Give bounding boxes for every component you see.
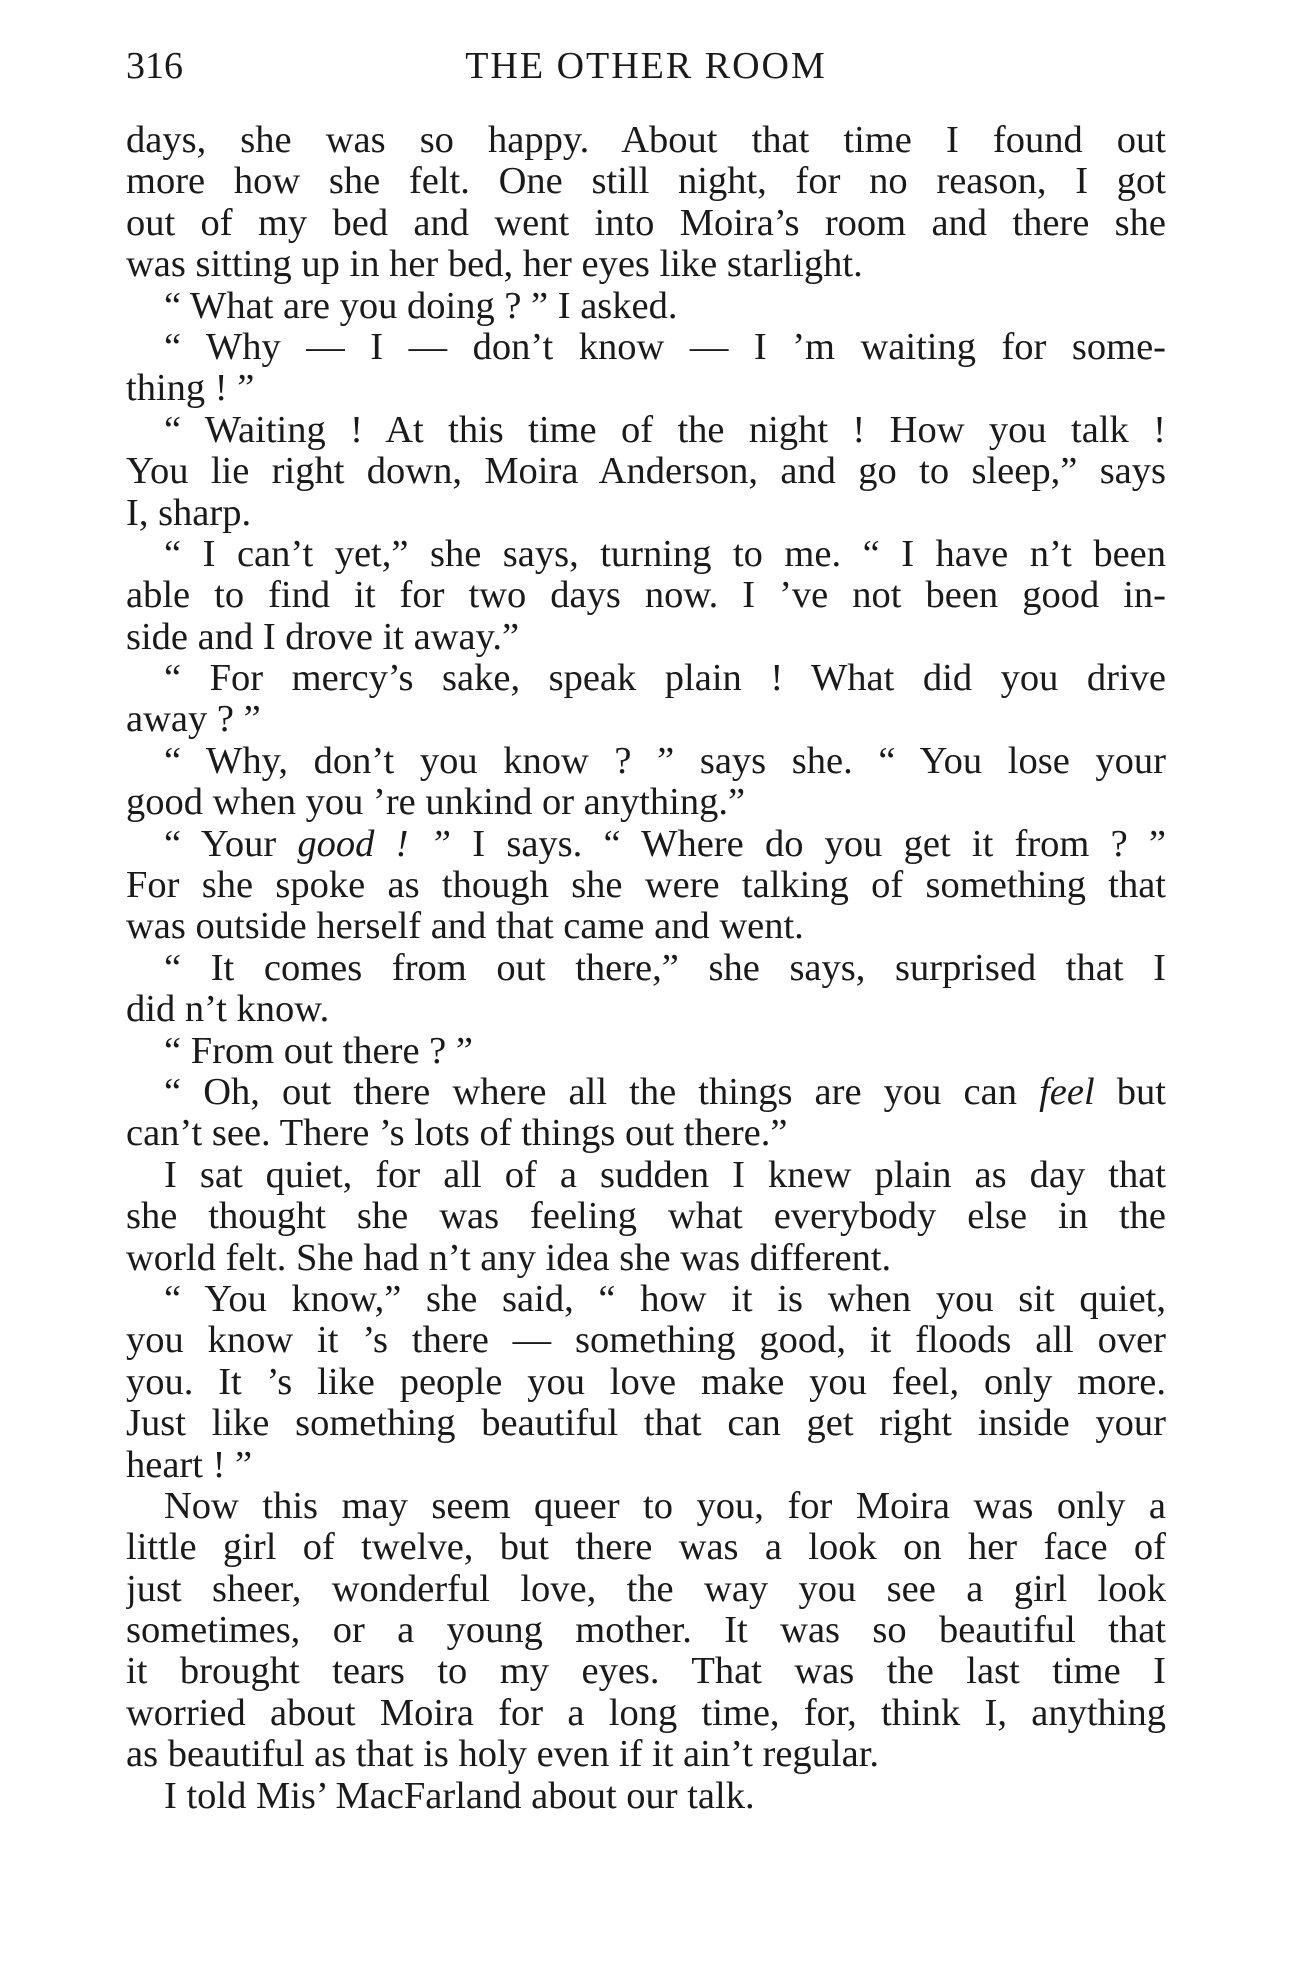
text-line: “ Waiting ! At this time of the night ! How you talk ! [164,409,1166,451]
text-line: you. It ’s like people you love make you feel, only more. [126,1361,1166,1403]
text-line: I told Mis’ MacFarland about our talk. [164,1775,755,1817]
text-line: “ Your good ! ” I says. “ Where do you get it from ? ” [164,823,1166,865]
text-line: just sheer, wonderful love, the way you see a girl look [126,1568,1166,1610]
text-line: as beautiful as that is holy even if it ain’t regular. [126,1734,880,1776]
page-number: 316 [126,45,183,87]
text-line: was sitting up in her bed, her eyes like starlight. [126,244,863,286]
running-head [126,36,1166,96]
text-line: days, she was so happy. About that time I found out [126,120,1166,161]
text-line: little girl of twelve, but there was a look on her face of [126,1527,1166,1569]
text-line: you know it ’s there — something good, it floods all over [126,1320,1166,1362]
text-line: sometimes, or a young mother. It was so beautiful that [126,1610,1166,1652]
italic-emphasis: good ! ” [297,823,452,865]
text-line: “ From out there ? ” [164,1030,473,1072]
italic-emphasis: feel [1039,1071,1095,1113]
text-line: can’t see. There ’s lots of things out there.” [126,1113,788,1155]
body-text [126,120,1166,1817]
text-line: worried about Moira for a long time, for, think I, anything [126,1692,1166,1734]
text-line: side and I drove it away.” [126,616,520,658]
text-line: “ Why, don’t you know ? ” says she. “ You lose your [164,740,1166,782]
text-line: I sat quiet, for all of a sudden I knew plain as day that [164,1154,1166,1196]
text-line: she thought she was feeling what everybody else in the [126,1196,1166,1238]
text-line: out of my bed and went into Moira’s room and there she [126,202,1166,244]
text-line: was outside herself and that came and went. [126,906,804,948]
text-line: able to find it for two days now. I ’ve not been good in- [126,575,1166,617]
text-line: world felt. She had n’t any idea she was different. [126,1237,892,1279]
text-line: “ Why — I — don’t know — I ’m waiting for some- [164,326,1166,368]
text-line: away ? ” [126,699,261,741]
text-line: Just like something beautiful that can get right inside your [126,1403,1166,1445]
text-line: For she spoke as though she were talking of something that [126,865,1166,907]
text-line: “ It comes from out there,” she says, surprised that I [164,947,1166,989]
text-line: good when you ’re unkind or anything.” [126,782,746,824]
text-line: “ Oh, out there where all the things are you can feel but [164,1071,1166,1113]
text-line: You lie right down, Moira Anderson, and go to sleep,” says [126,451,1166,493]
text-line: more how she felt. One still night, for no reason, I got [126,161,1166,203]
text-line: it brought tears to my eyes. That was the last time I [126,1651,1166,1693]
text-line: “ I can’t yet,” she says, turning to me. “ I have n’t been [164,533,1166,575]
running-title: THE OTHER ROOM [465,45,827,87]
text-line: Now this may seem queer to you, for Moira was only a [164,1485,1166,1527]
text-line: “ For mercy’s sake, speak plain ! What did you drive [164,658,1166,700]
text-line: “ You know,” she said, “ how it is when you sit quiet, [164,1278,1166,1320]
text-line: “ What are you doing ? ” I asked. [164,285,678,327]
text-line: thing ! ” [126,368,255,410]
text-line: I, sharp. [126,492,252,534]
text-line: did n’t know. [126,989,330,1031]
text-line: heart ! ” [126,1444,253,1486]
